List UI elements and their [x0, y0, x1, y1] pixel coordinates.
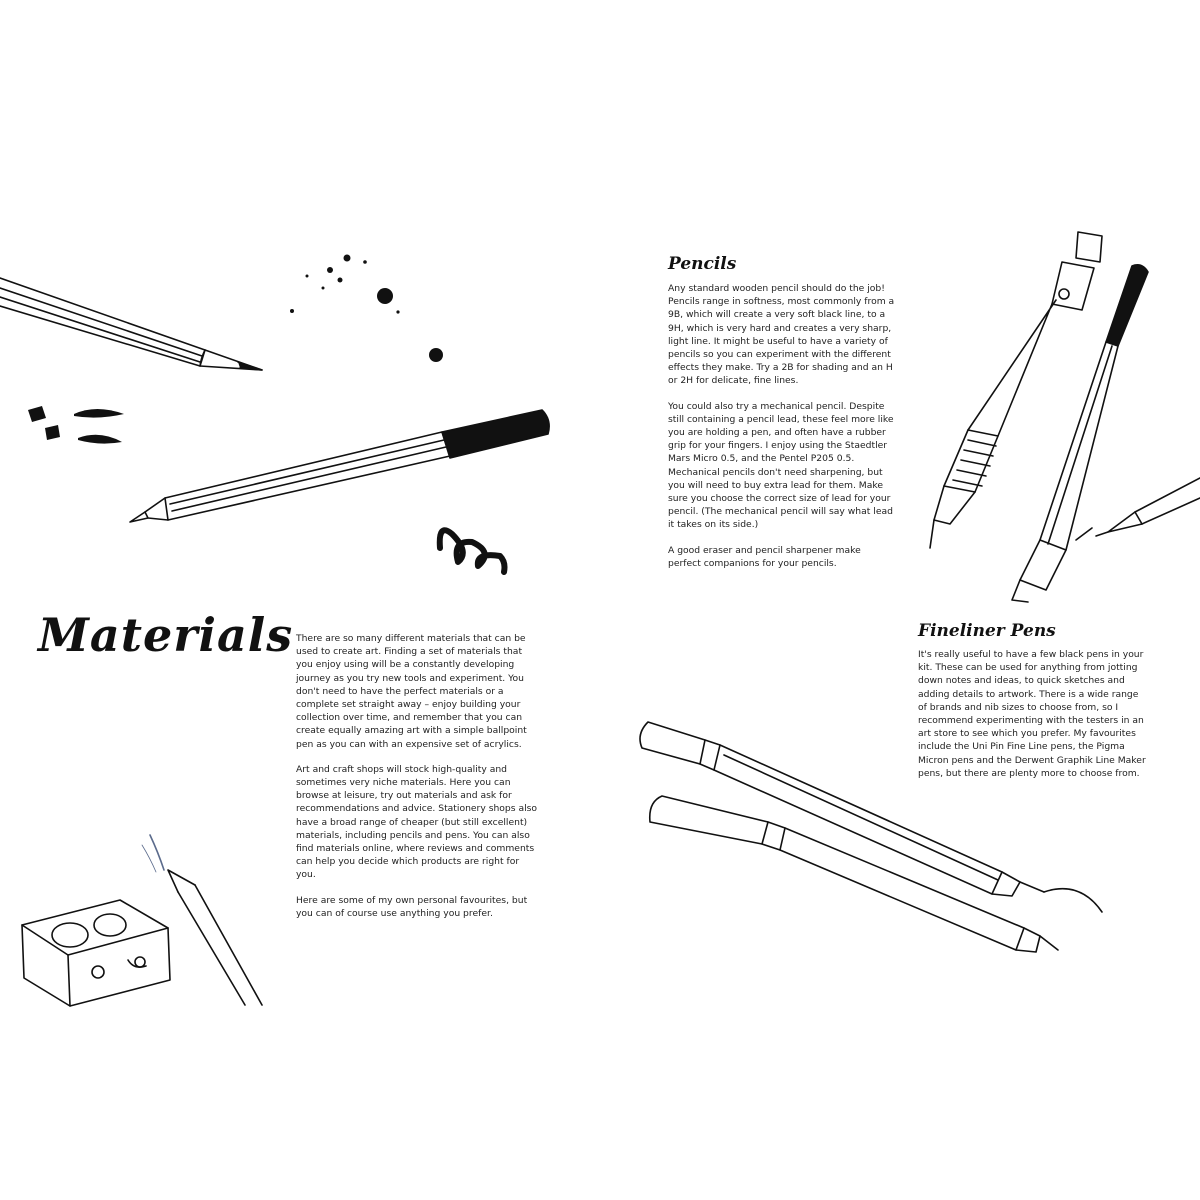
pencil-sharpener-drawing [22, 900, 170, 1006]
fineliners-heading: Fineliner Pens [918, 621, 1056, 641]
materials-paragraph: Art and craft shops will stock high-quality and sometimes very niche materials. Here you can browse at leisure, try out materials and ask for recommendations and advice. Stationery shops also have a broad range of cheaper (but still excellent) materials, including pencils and pens. You can also find materials online, where reviews and comments can help you decide which products are right for you. [296, 763, 538, 881]
wooden-pencil-drawing [1012, 265, 1148, 602]
pencil-tip-drawing [142, 835, 262, 1005]
fineliners-text [918, 648, 1150, 792]
pencils-heading: Pencils [668, 254, 737, 274]
mechanical-pencil-drawing [930, 232, 1102, 548]
fineliner-pen-drawing [130, 410, 549, 522]
materials-intro-text [296, 632, 538, 932]
pencil-drawing [0, 278, 262, 370]
fineliners-paragraph: It's really useful to have a few black pens in your kit. These can be used for anything from jotting down notes and ideas, to quick sketches and adding details to artwork. There is a wide range of brands and nib sizes to choose from, so I recommend experimenting with the testers in an art store to see which you prefer. My favourites include the Uni Pin Fine Line pens, the Pigma Micron pens and the Derwent Graphik Line Maker pens, but there are plenty more to choose from. [918, 649, 1146, 779]
page-title: Materials [38, 608, 294, 662]
pencil-tip-right [1076, 478, 1200, 540]
pencils-paragraph: A good eraser and pencil sharpener make perfect companions for your pencils. [668, 544, 861, 569]
materials-paragraph: Here are some of my own personal favourites, but you can of course use anything you prefer. [296, 894, 528, 919]
pencils-text [668, 282, 896, 582]
eraser-crumbs [28, 406, 124, 444]
materials-paragraph: There are so many different materials that can be used to create art. Finding a set of materials that you enjoy using will be a constantly developing journey as you try new tools and experiment. You don't need to have the perfect materials or a complete set straight away – enjoy building your collection over time, and remember that you can create equally amazing art with a simple ballpoint pen as you can with an expensive set of acrylics. [296, 633, 527, 750]
ink-blots [290, 255, 443, 363]
pencils-paragraph: Any standard wooden pencil should do the job! Pencils range in softness, most commonly from a 9B, which will create a very soft black line, to a 9H, which is very hard and creates a very sharp, light line. It might be useful to have a variety of pencils so you can experiment with the different effects they make. Try a 2B for shading and an H or 2H for delicate, fine lines. [668, 283, 895, 387]
pencils-paragraph: You could also try a mechanical pencil. Despite still containing a pencil lead, these feel more like you are holding a pen, and often have a rubber grip for your fingers. I enjoy using the Staedtler Mars Micro 0.5, and the Pentel P205 0.5. Mechanical pencils don't need sharpening, but you will need to buy extra lead for them. Make sure you choose the correct size of lead for your pencil. (The mechanical pencil will say what lead it takes on its side.) [668, 400, 894, 531]
ink-squiggle [440, 530, 505, 572]
